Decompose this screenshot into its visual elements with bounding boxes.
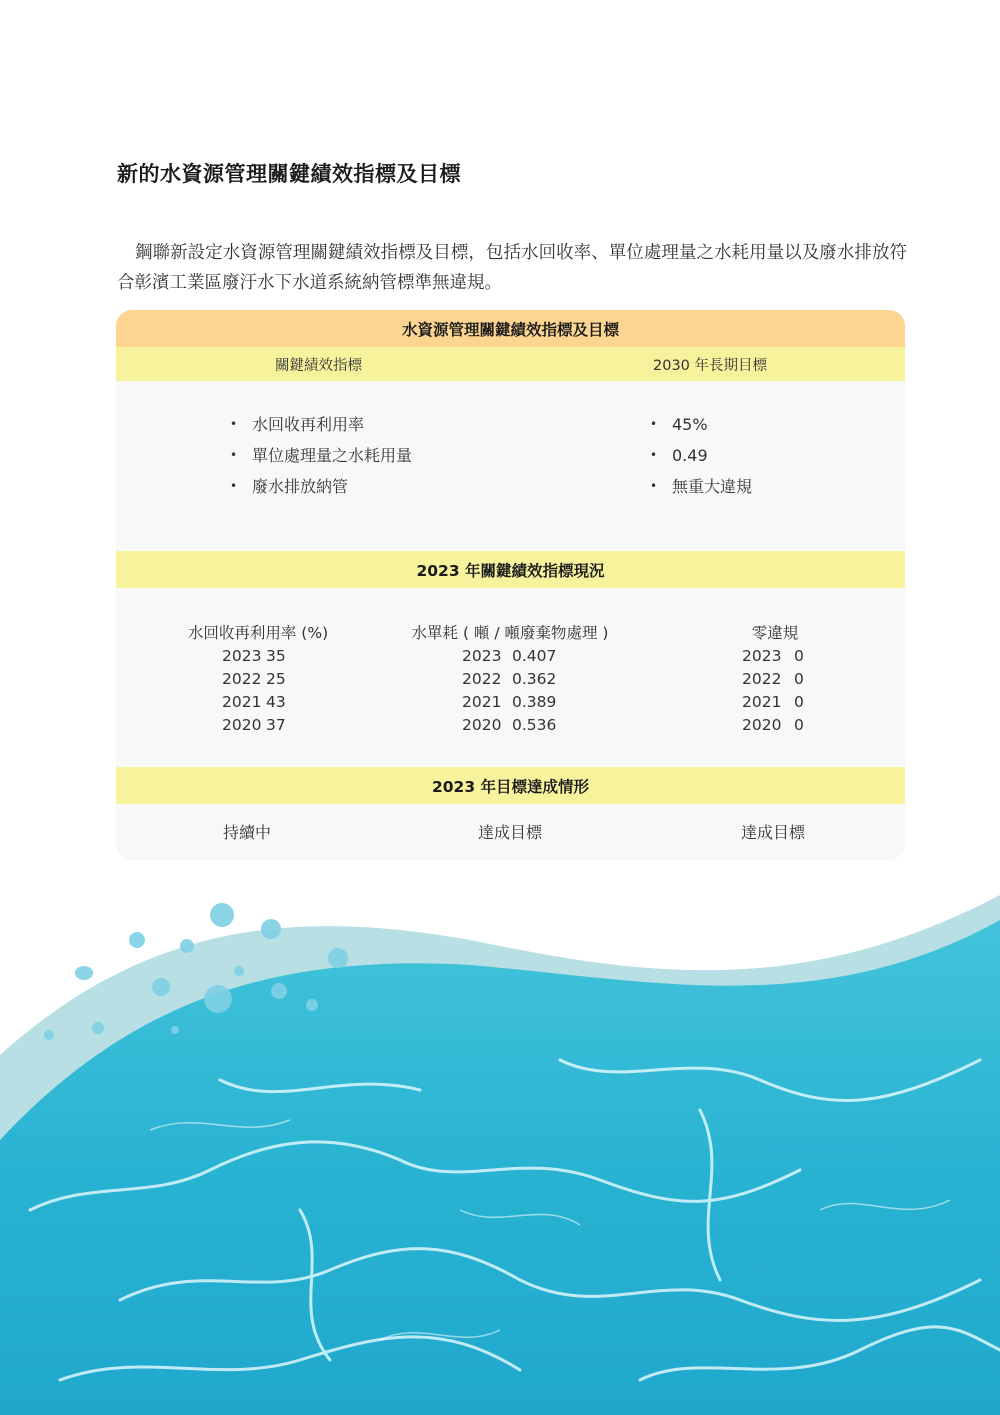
table-row: 2020 37 [222,716,286,734]
column-header-row [116,347,905,381]
kpi-table [116,310,905,860]
list-item: • 水回收再利用率 [230,409,412,440]
kpi-list [230,409,412,502]
table-row: 2021 0 [742,693,804,711]
table-row: 2021 43 [222,693,286,711]
achievement-recycle: 持續中 [222,823,271,842]
col-header-kpi: 關鍵績效指標 [275,357,362,374]
status-col-violations [700,622,850,737]
intro-paragraph: 鋼聯新設定水資源管理關鍵績效指標及目標，包括水回收率、單位處理量之水耗用量以及廢水排放符合彰濱工業區廢汙水下水道系統納管標準無違規。 [117,242,907,293]
list-item: • 無重大違規 [650,471,752,502]
table-row: 2023 0 [742,647,804,665]
list-item: • 廢水排放納管 [230,471,412,502]
achievement-violations: 達成目標 [740,823,805,842]
water-background-image [0,880,1000,1415]
table-row: 2021 0.389 [462,693,557,711]
achievement-water-intensity: 達成目標 [477,823,542,842]
status-col-header: 零違規 [751,624,799,642]
status-col-header: 水單耗 ( 噸 / 噸廢棄物處理 ) [411,624,609,642]
page-heading: 新的水資源管理關鍵績效指標及目標 [117,162,461,186]
table-title: 水資源管理關鍵績效指標及目標 [116,310,905,347]
achievement-section-title: 2023 年目標達成情形 [116,767,905,804]
table-row: 2023 0.407 [462,647,557,665]
table-row: 2020 0.536 [462,716,557,734]
status-col-recycle [168,622,348,737]
table-row: 2023 35 [222,647,286,665]
target-list [650,409,752,502]
status-section-title: 2023 年關鍵績效指標現況 [116,551,905,588]
list-item: • 0.49 [650,440,752,471]
table-row: 2022 0.362 [462,670,557,688]
list-item: • 45% [650,409,752,440]
table-row: 2022 25 [222,670,286,688]
list-item: • 單位處理量之水耗用量 [230,440,412,471]
table-row: 2020 0 [742,716,804,734]
table-row: 2022 0 [742,670,804,688]
col-header-target: 2030 年長期目標 [653,357,768,374]
status-col-water-intensity [400,622,620,737]
status-col-header: 水回收再利用率 (%) [187,624,329,642]
